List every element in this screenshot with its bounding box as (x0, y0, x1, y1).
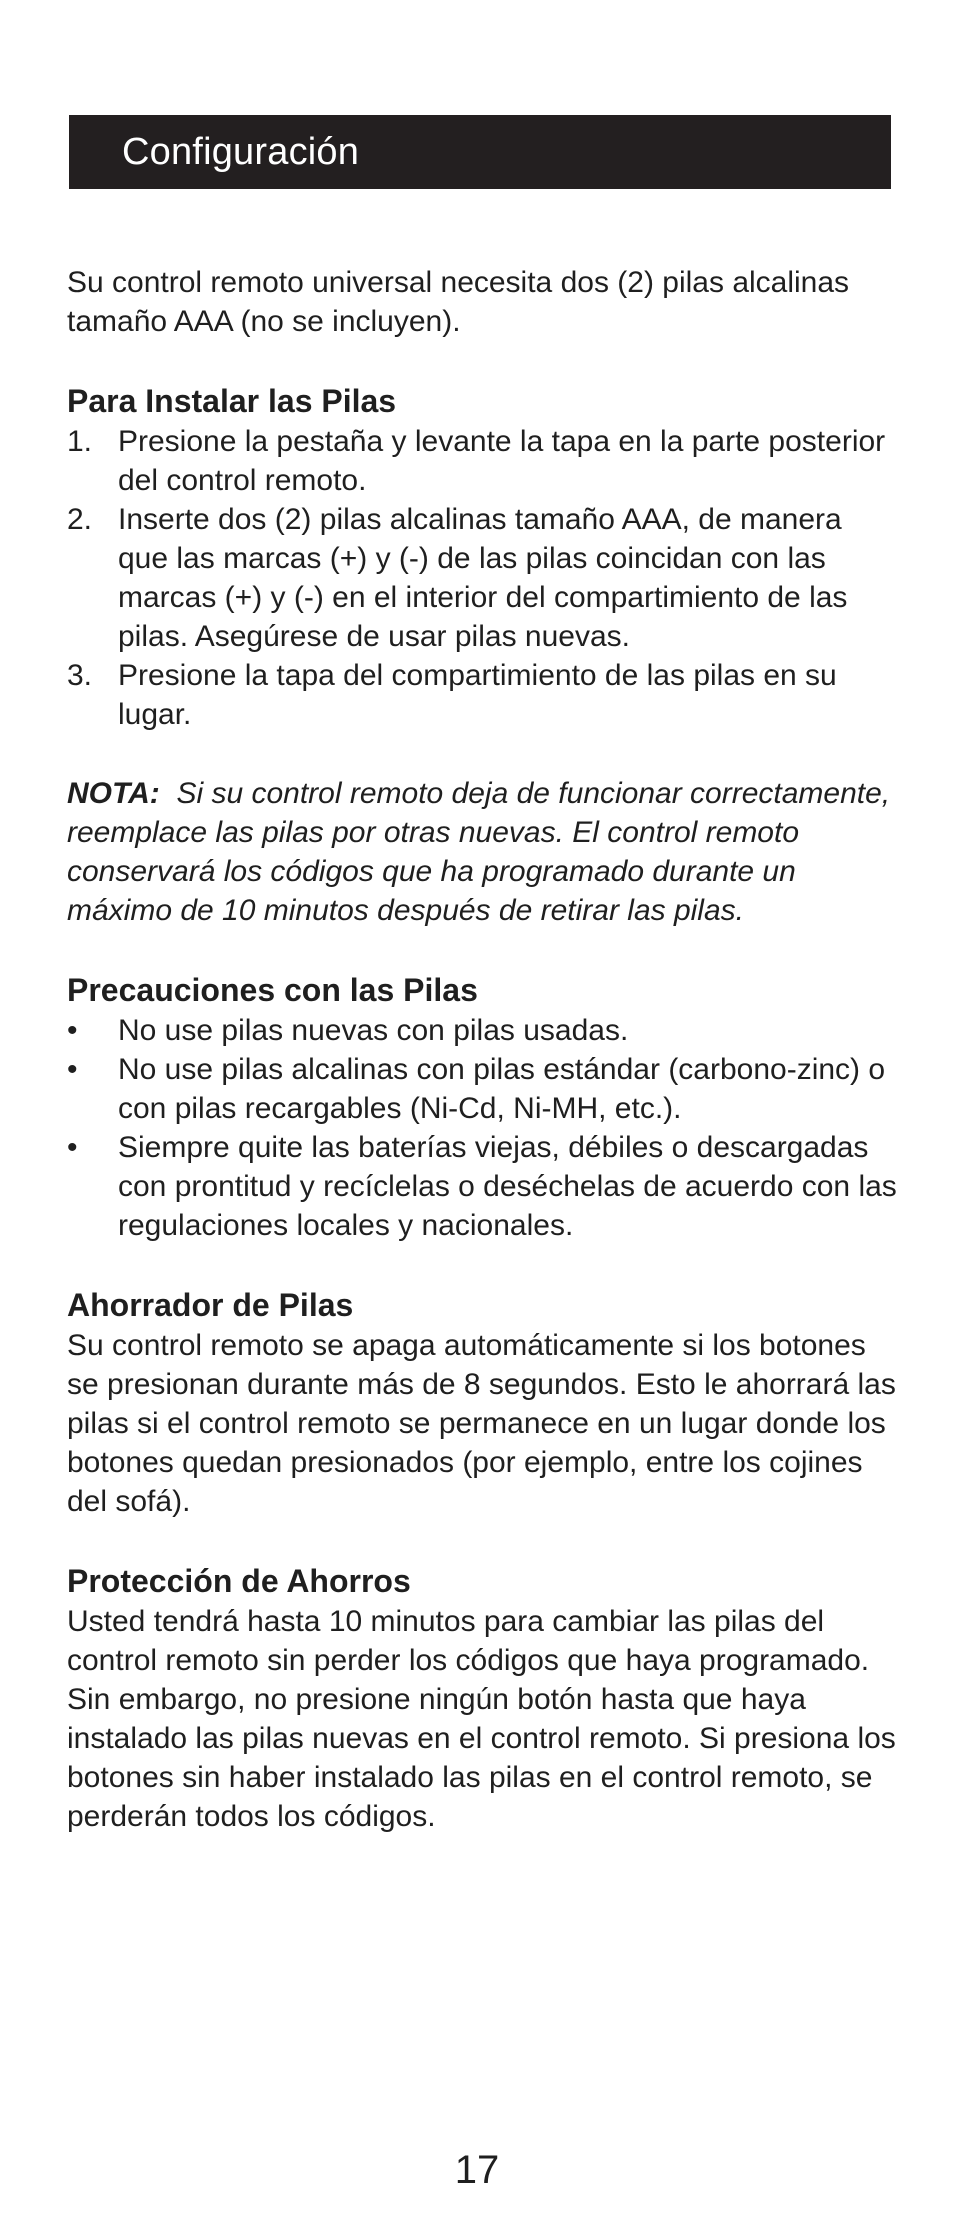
protection-section (67, 1561, 897, 1836)
install-step (67, 500, 897, 656)
list-item (67, 1050, 897, 1128)
note-label: NOTA: (67, 777, 160, 810)
saver-section (67, 1285, 897, 1521)
section-title: Configuración (122, 130, 360, 173)
step-number: 1. (67, 425, 93, 458)
step-text: Presione la pestaña y levante la tapa en la parte posterior del control remoto. (118, 425, 886, 497)
install-section (67, 381, 897, 734)
precautions-section (67, 970, 897, 1245)
note-text: Si su control remoto deja de funcionar correctamente, reemplace las pilas por otras nuevas. El control remoto conservará los códigos que ha programado durante un máximo de 10 minutos después de retirar las pilas. (67, 777, 891, 927)
saver-heading: Ahorrador de Pilas (67, 1287, 354, 1323)
install-step (67, 656, 897, 734)
protection-heading: Protección de Ahorros (67, 1563, 411, 1599)
list-item (67, 1128, 897, 1245)
bullet-icon: • (67, 1014, 78, 1047)
precautions-list (67, 1011, 897, 1245)
step-text: Presione la tapa del compartimiento de las pilas en su lugar. (118, 659, 837, 731)
bullet-icon: • (67, 1053, 78, 1086)
step-number: 2. (67, 503, 93, 536)
intro-paragraph: Su control remoto universal necesita dos (2) pilas alcalinas tamaño AAA (no se incluyen). (67, 266, 850, 338)
saver-text: Su control remoto se apaga automáticamente si los botones se presionan durante más de 8 segundos. Esto le ahorrará las pilas si el control remoto se permanece en un lugar donde los botones quedan presionados (por ejemplo, entre los cojines del sofá). (67, 1329, 896, 1518)
precaution-text: No use pilas alcalinas con pilas estándar (carbono-zinc) o con pilas recargables (Ni-Cd, Ni-MH, etc.). (118, 1053, 886, 1125)
section-header-bar (69, 115, 891, 189)
step-text: Inserte dos (2) pilas alcalinas tamaño AAA, de manera que las marcas (+) y (-) de las pilas coincidan con las marcas (+) y (-) en el interior del compartimiento de las pilas. Asegúrese de usar pilas nuevas. (118, 503, 848, 653)
protection-text: Usted tendrá hasta 10 minutos para cambiar las pilas del control remoto sin perder los códigos que haya programado. Sin embargo, no presione ningún botón hasta que haya instalado las pilas nuevas en el control remoto. Si presiona los botones sin haber instalado las pilas en el control remoto, se perderán todos los códigos. (67, 1605, 896, 1833)
precaution-text: Siempre quite las baterías viejas, débiles o descargadas con prontitud y recíclelas o deséchelas de acuerdo con las regulaciones locales y nacionales. (118, 1131, 897, 1242)
page-number: 17 (454, 2148, 500, 2192)
install-steps (67, 422, 897, 734)
install-step (67, 422, 897, 500)
note-paragraph (67, 774, 897, 930)
install-heading: Para Instalar las Pilas (67, 383, 397, 419)
precautions-heading: Precauciones con las Pilas (67, 972, 478, 1008)
bullet-icon: • (67, 1131, 78, 1164)
step-number: 3. (67, 659, 93, 692)
page-content (67, 263, 897, 1836)
precaution-text: No use pilas nuevas con pilas usadas. (118, 1014, 629, 1047)
list-item (67, 1011, 897, 1050)
